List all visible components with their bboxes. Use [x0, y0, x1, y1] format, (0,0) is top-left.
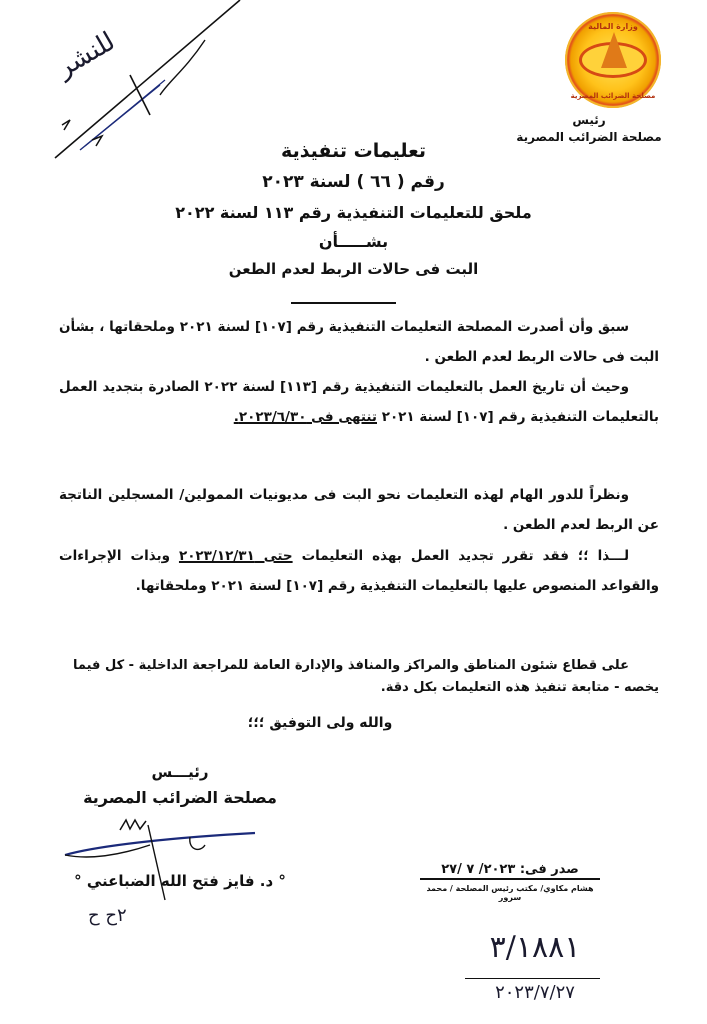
handwritten-initials: ٢ح ح	[88, 905, 127, 926]
issue-date-value: ٢٠٢٣/ ٧ /٢٧	[441, 862, 516, 877]
paragraph-5: على قطاع شئون المناطق والمراكز والمنافذ والإدارة العامة للمراجعة الداخلية - كل فيما يخصه - متابعة تنفيذ هذه التعليمات بكل دقة.	[73, 658, 659, 695]
signature-organization: مصلحة الضرائب المصرية	[83, 788, 277, 807]
handwritten-reference-number: ٣/١٨٨١	[489, 930, 581, 965]
document-number: رقم ( ٦٦ ) لسنة ٢٠٢٣	[262, 172, 445, 192]
paragraph-3: ونظراً للدور الهام لهذه التعليمات نحو البت فى مديونيات الممولين/ المسجلين الناتجة عن الربط لعدم الطعن .	[59, 487, 659, 533]
issue-date-label: صدر فى:	[519, 862, 579, 877]
signatory-name: ° د. فايز فتح الله الضباعني °	[74, 872, 286, 890]
prepared-by: هشام مكاوي/ مكتب رئيس المصلحة / محمد سرور	[426, 884, 594, 902]
title-divider	[291, 302, 396, 304]
handwritten-approval-mark	[0, 0, 280, 160]
logo-bottom-text: مصلحة الضرائب المصرية	[570, 92, 656, 100]
document-subject-label: بشـــــأن	[318, 232, 389, 251]
renewal-date-underlined: حتى ٢٠٢٣/١٢/٣١	[178, 548, 293, 564]
tax-authority-logo	[565, 12, 661, 108]
logo-top-text: وزارة المالية	[588, 22, 638, 31]
signature-title: رئيـــس	[151, 763, 209, 781]
document-subject: البت فى حالات الربط لعدم الطعن	[228, 260, 479, 278]
handwritten-publish-note: للنشر	[51, 26, 121, 84]
document-annex-line: ملحق للتعليمات التنفيذية رقم ١١٣ لسنة ٢٠٢٢	[175, 203, 532, 222]
paragraph-2: وحيث أن تاريخ العمل بالتعليمات التنفيذية رقم [١١٣] لسنة ٢٠٢٢ الصادرة بتجديد العمل بالتعليمات التنفيذية رقم [١٠٧] لسنة ٢٠٢١ تنتهى فى ٢٠٢٣/٦/٣٠.	[59, 379, 659, 425]
issue-date-line	[420, 862, 600, 880]
paragraph-4: لـــذا ؛؛ فقد تقرر تجديد العمل بهذه التعليمات حتى ٢٠٢٣/١٢/٣١ وبذات الإجراءات والقواعد المنصوص عليها بالتعليمات التنفيذية رقم [١٠٧] لسنة ٢٠٢١ وملحقاتها.	[59, 548, 659, 594]
expiry-date-underlined: تنتهى فى ٢٠٢٣/٦/٣٠.	[233, 409, 377, 425]
office-header-line1: رئيس	[572, 113, 606, 127]
office-header-line2: مصلحة الضرائب المصرية	[516, 130, 662, 144]
handwritten-signature	[60, 815, 260, 905]
handwritten-reference-date: ٢٠٢٣/٧/٢٧	[495, 982, 575, 1003]
paragraph-1: سبق وأن أصدرت المصلحة التعليمات التنفيذية رقم [١٠٧] لسنة ٢٠٢١ وملحقاتها ، بشأن البت فى حالات الربط لعدم الطعن .	[59, 319, 659, 365]
closing-line: والله ولى التوفيق ؛؛؛	[247, 715, 393, 731]
document-title: تعليمات تنفيذية	[281, 140, 426, 162]
logo-pyramid-icon	[601, 32, 627, 68]
reference-divider	[465, 978, 600, 979]
